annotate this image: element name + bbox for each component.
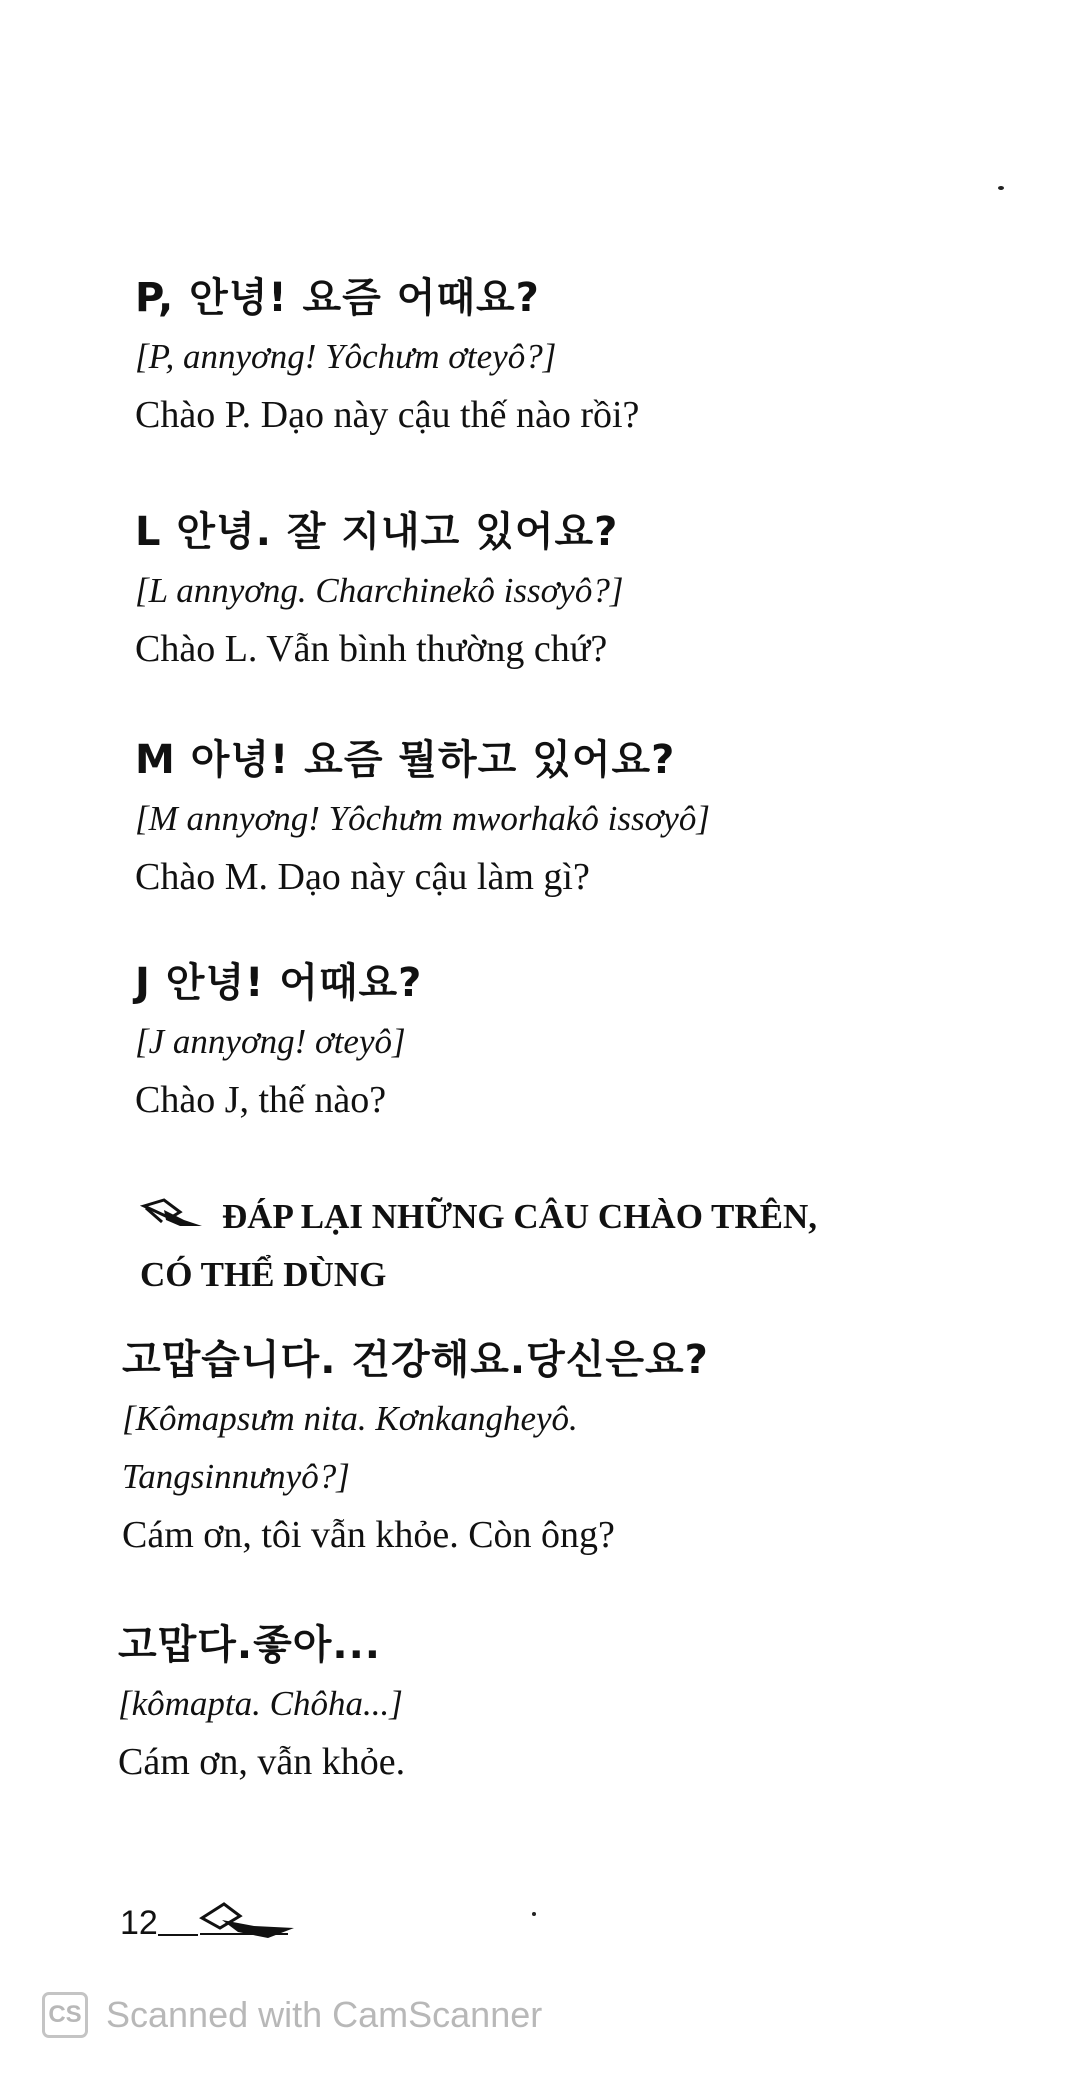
korean-line: M 아녕! 요즘 뭘하고 있어요? — [135, 737, 676, 783]
response-1 — [122, 1330, 1022, 1564]
korean-line: 고맙습니다. 건강해요.당신은요? — [122, 1337, 709, 1383]
vietnamese-line: Chào L. Vẫn bình thường chứ? — [135, 628, 608, 670]
section-heading-text-1: ĐÁP LẠI NHỮNG CÂU CHÀO TRÊN, — [222, 1197, 818, 1236]
romanization-line: [kômapta. Chôha...] — [118, 1684, 403, 1723]
vietnamese-line: Chào P. Dạo này cậu thế nào rồi? — [135, 394, 640, 436]
footer-rule — [158, 1934, 198, 1936]
section-heading-line-2: CÓ THỂ DÙNG — [140, 1255, 387, 1294]
section-heading-line-1 — [140, 1188, 1000, 1246]
romanization-line: [L annyơng. Charchinekô issơyô?] — [135, 571, 624, 610]
korean-line: 고맙다.좋아... — [118, 1622, 381, 1668]
page-footer — [120, 1898, 308, 1948]
scan-speck — [998, 186, 1004, 190]
romanization-line-2: Tangsinnưnyô?] — [122, 1457, 350, 1496]
page-number: 12 — [120, 1904, 158, 1942]
romanization-line: [J annyơng! ơteyô] — [135, 1022, 406, 1061]
watermark-text: Scanned with CamScanner — [106, 1994, 543, 2035]
romanization-line: [M annyơng! Yôchưm mworhakô issơyô] — [135, 799, 710, 838]
camscanner-watermark — [42, 1992, 542, 2038]
pen-hand-icon — [140, 1192, 206, 1228]
pen-hand-icon — [198, 1898, 308, 1948]
romanization-line-1: [Kômapsưm nita. Kơnkangheyô. — [122, 1399, 578, 1438]
section-heading — [140, 1188, 1000, 1304]
korean-line: P, 안녕! 요즘 어때요? — [135, 275, 540, 321]
response-2 — [118, 1615, 1018, 1791]
vietnamese-line: Cám ơn, vẫn khỏe. — [118, 1741, 406, 1783]
dialogue-j — [135, 953, 1035, 1129]
korean-line: J 안녕! 어때요? — [135, 960, 423, 1006]
dialogue-l — [135, 502, 1035, 678]
camscanner-logo: CS — [42, 1992, 88, 2038]
vietnamese-line: Chào J, thế nào? — [135, 1079, 387, 1121]
vietnamese-line: Cám ơn, tôi vẫn khỏe. Còn ông? — [122, 1514, 615, 1556]
romanization-line: [P, annyơng! Yôchưm ơteyô?] — [135, 337, 557, 376]
vietnamese-line: Chào M. Dạo này cậu làm gì? — [135, 856, 590, 898]
korean-line: L 안녕. 잘 지내고 있어요? — [135, 509, 619, 555]
scan-speck — [532, 1912, 536, 1916]
dialogue-m — [135, 730, 1035, 906]
dialogue-p — [135, 268, 1035, 444]
